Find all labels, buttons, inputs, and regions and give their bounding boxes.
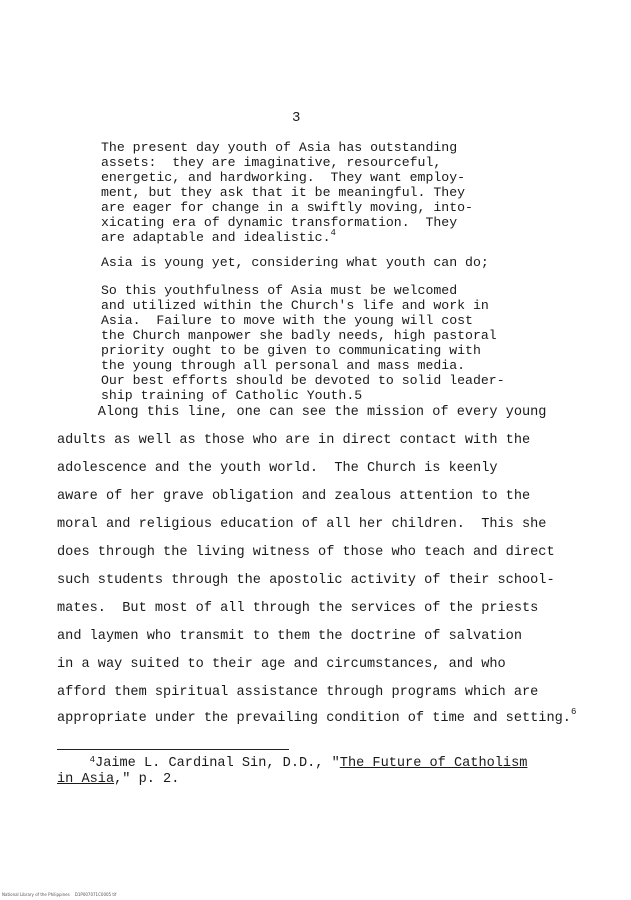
quote-line: the young through all personal and mass media.: [101, 358, 466, 373]
footnote-title: The Future of Catholism: [339, 756, 528, 771]
quote-youth-assets: [101, 140, 571, 245]
quote-youthfulness: [101, 283, 571, 403]
body-line: mates. But most of all through the services of the priests: [57, 601, 539, 616]
quote-line: energetic, and hardworking. They want employ-: [101, 170, 466, 185]
quote-line: ship training of Catholic Youth.5: [101, 388, 363, 403]
quote-line: the Church manpower she badly needs, high pastoral: [101, 328, 497, 343]
body-line: and laymen who transmit to them the doctrine of salvation: [57, 629, 522, 644]
body-line: adolescence and the youth world. The Church is keenly: [57, 461, 498, 476]
body-line-last: [57, 707, 577, 726]
quote-line: The present day youth of Asia has outstanding: [101, 140, 458, 155]
quote-line: So this youthfulness of Asia must be welcomed: [101, 283, 458, 298]
quote-line: ment, but they ask that it be meaningful. They: [101, 185, 466, 200]
footnote-title-cont: in Asia: [57, 772, 115, 787]
footnote-divider: [57, 749, 289, 750]
footnote-line-1: [57, 756, 527, 772]
body-line: in a way suited to their age and circumstances, and who: [57, 657, 506, 672]
body-line: moral and religious education of all her children. This she: [57, 517, 547, 532]
body-line: afford them spiritual assistance through programs which are: [57, 685, 539, 700]
quote-line: priority ought to be given to communicating with: [101, 343, 481, 358]
footnote-line-2: [57, 772, 527, 788]
body-line: Along this line, one can see the mission of every young: [57, 405, 547, 420]
footnote-author: Jaime L. Cardinal Sin, D.D., ": [95, 756, 340, 771]
quote-asia-is-young: Asia is young yet, considering what youth can do;: [101, 255, 489, 270]
quote-line: and utilized within the Church's life and work in: [101, 298, 489, 313]
quote-line: are eager for change in a swiftly moving, into-: [101, 200, 473, 215]
footnote-ref-6: 6: [570, 707, 577, 717]
quote-line: xicating era of dynamic transformation. They: [101, 215, 458, 230]
body-text: appropriate under the prevailing condition of time and setting.: [57, 711, 571, 726]
footnote-tail: ," p. 2.: [114, 772, 180, 787]
footnote-ref-4: 4: [330, 228, 336, 238]
quote-text: are adaptable and idealistic.: [101, 230, 331, 245]
body-line: such students through the apostolic activity of their school-: [57, 573, 555, 588]
archive-stamp: National Library of the Philippines D1P007071C0005 tif: [2, 892, 117, 897]
body-line: does through the living witness of those who teach and direct: [57, 545, 555, 560]
body-line: adults as well as those who are in direct contact with the: [57, 433, 531, 448]
body-line: aware of her grave obligation and zealous attention to the: [57, 489, 531, 504]
quote-line: assets: they are imaginative, resourceful,: [101, 155, 442, 170]
quote-line-last: [101, 230, 571, 245]
footnote-marker: 4: [89, 755, 96, 765]
footnote-4: [57, 756, 527, 788]
page-number: 3: [292, 110, 301, 126]
quote-line: Our best efforts should be devoted to solid leader-: [101, 373, 505, 388]
quote-line: Asia. Failure to move with the young will cost: [101, 313, 473, 328]
